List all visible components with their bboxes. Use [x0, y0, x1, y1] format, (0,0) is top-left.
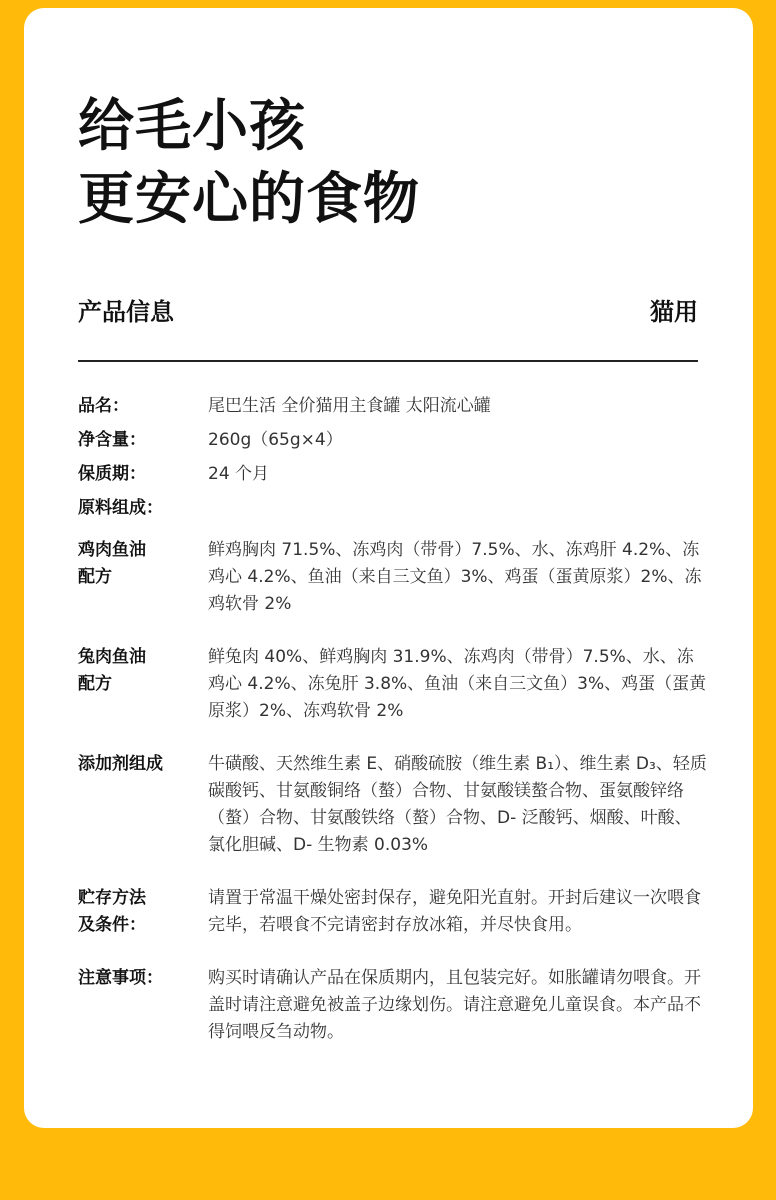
- row-label-line: 及条件：: [78, 915, 146, 935]
- info-row-net-weight: [78, 427, 718, 461]
- info-row-notes: [78, 965, 718, 1046]
- row-label: 原料组成：: [78, 498, 163, 518]
- row-value: 260g（65g×4）: [208, 430, 343, 450]
- info-row-name: [78, 393, 718, 427]
- info-row-chicken-recipe: [78, 537, 718, 618]
- info-row-additives: [78, 751, 718, 859]
- info-row-rabbit-recipe: [78, 644, 718, 725]
- category-label: 猫用: [650, 298, 698, 326]
- row-label-line: 兔肉鱼油: [78, 647, 146, 667]
- row-label: 品名：: [78, 396, 129, 416]
- row-value: 鲜鸡胸肉 71.5%、冻鸡肉（带骨）7.5%、水、冻鸡肝 4.2%、冻鸡心 4.2%、鱼油（来自三文鱼）3%、鸡蛋（蛋黄原浆）2%、冻鸡软骨 2%: [208, 540, 702, 614]
- info-row-ingredients: [78, 495, 718, 537]
- row-value: 尾巴生活 全价猫用主食罐 太阳流心罐: [208, 396, 491, 416]
- info-row-shelf-life: [78, 461, 718, 495]
- section-header: [78, 292, 698, 327]
- info-table: [78, 393, 718, 1046]
- headline: [78, 90, 420, 236]
- row-label: 添加剂组成: [78, 754, 163, 774]
- headline-line-1: 给毛小孩: [78, 94, 306, 159]
- row-label: 保质期：: [78, 464, 146, 484]
- row-label: [78, 885, 208, 939]
- row-value: 24 个月: [208, 464, 270, 484]
- row-value: 购买时请确认产品在保质期内，且包装完好。如胀罐请勿喂食。开盖时请注意避免被盖子边缘划伤。请注意避免儿童误食。本产品不得饲喂反刍动物。: [208, 968, 701, 1042]
- row-label-line: 配方: [78, 567, 112, 587]
- headline-line-2: 更安心的食物: [78, 167, 420, 232]
- divider: [78, 360, 698, 362]
- row-value: 牛磺酸、天然维生素 E、硝酸硫胺（维生素 B₁）、维生素 D₃、轻质碳酸钙、甘氨酸铜络（螯）合物、甘氨酸镁螯合物、蛋氨酸锌络（螯）合物、甘氨酸铁络（螯）合物、D- 泛酸钙、烟酸、叶酸、氯化胆碱、D- 生物素 0.03%: [208, 754, 707, 855]
- section-title: 产品信息: [78, 298, 174, 326]
- row-label: [78, 644, 208, 725]
- row-label: 净含量：: [78, 430, 146, 450]
- row-value: 鲜兔肉 40%、鲜鸡胸肉 31.9%、冻鸡肉（带骨）7.5%、水、冻鸡心 4.2%、冻兔肝 3.8%、鱼油（来自三文鱼）3%、鸡蛋（蛋黄原浆）2%、冻鸡软骨 2%: [208, 647, 707, 721]
- info-row-storage: [78, 885, 718, 939]
- row-label-line: 贮存方法: [78, 888, 146, 908]
- row-label: 注意事项：: [78, 968, 163, 988]
- row-label-line: 配方: [78, 674, 112, 694]
- row-label: [78, 537, 208, 618]
- row-label-line: 鸡肉鱼油: [78, 540, 146, 560]
- product-info-card: [24, 8, 753, 1128]
- row-value: 请置于常温干燥处密封保存，避免阳光直射。开封后建议一次喂食完毕，若喂食不完请密封存放冰箱，并尽快食用。: [208, 888, 701, 935]
